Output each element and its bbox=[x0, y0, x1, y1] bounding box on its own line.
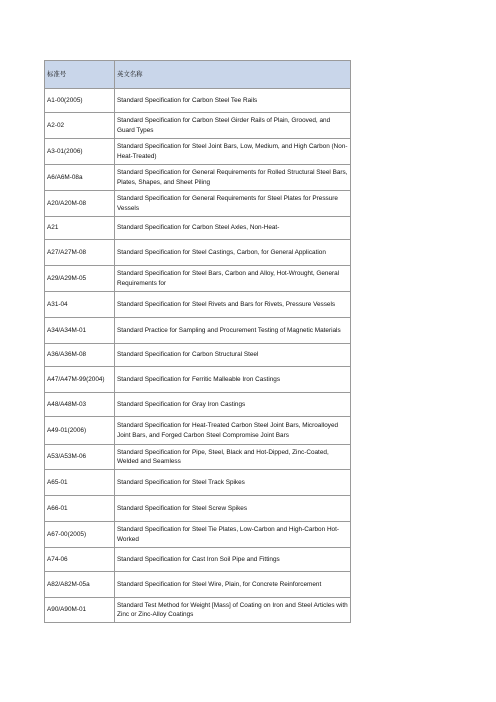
standard-number-cell: A3-01(2006) bbox=[45, 139, 115, 165]
standard-number-cell: A2-02 bbox=[45, 113, 115, 139]
table-row bbox=[45, 548, 351, 572]
english-name-cell: Standard Specification for Steel Joint Bars, Low, Medium, and High Carbon (Non-Heat-Treated) bbox=[115, 139, 351, 165]
english-name-cell: Standard Specification for Gray Iron Castings bbox=[115, 393, 351, 417]
table-row bbox=[45, 240, 351, 266]
table-row bbox=[45, 217, 351, 240]
english-name-cell: Standard Specification for Steel Screw Spikes bbox=[115, 496, 351, 522]
english-name-cell: Standard Specification for Carbon Steel Girder Rails of Plain, Grooved, and Guard Types bbox=[115, 113, 351, 139]
english-name-cell: Standard Specification for Carbon Steel Axles, Non-Heat- bbox=[115, 217, 351, 240]
table-row bbox=[45, 367, 351, 393]
standard-number-cell: A29/A29M-05 bbox=[45, 266, 115, 292]
standard-number-cell: A67-00(2005) bbox=[45, 522, 115, 548]
standards-table bbox=[44, 60, 351, 623]
english-name-cell: Standard Specification for General Requirements for Steel Plates for Pressure Vessels bbox=[115, 191, 351, 217]
table-row bbox=[45, 344, 351, 367]
english-name-cell: Standard Specification for Steel Wire, Plain, for Concrete Reinforcement bbox=[115, 572, 351, 598]
english-name-cell: Standard Specification for Heat-Treated Carbon Steel Joint Bars, Microalloyed Joint Bars, and Forged Carbon Steel Compromise Joint Bars bbox=[115, 417, 351, 445]
table-row bbox=[45, 318, 351, 344]
header-standard-number: 标准号 bbox=[45, 61, 115, 89]
english-name-cell: Standard Test Method for Weight [Mass] of Coating on Iron and Steel Articles with Zinc or Zinc-Alloy Coatings bbox=[115, 598, 351, 623]
standard-number-cell: A47/A47M-99(2004) bbox=[45, 367, 115, 393]
english-name-cell: Standard Specification for Cast Iron Soil Pipe and Fittings bbox=[115, 548, 351, 572]
table-row bbox=[45, 89, 351, 113]
english-name-cell: Standard Specification for Steel Bars, Carbon and Alloy, Hot-Wrought, General Requirements for bbox=[115, 266, 351, 292]
english-name-cell: Standard Specification for Pipe, Steel, Black and Hot-Dipped, Zinc-Coated, Welded and Seamless bbox=[115, 445, 351, 470]
table-row bbox=[45, 393, 351, 417]
table-row bbox=[45, 266, 351, 292]
table-row bbox=[45, 165, 351, 191]
header-row bbox=[45, 61, 351, 89]
table-body bbox=[45, 89, 351, 623]
table-row bbox=[45, 572, 351, 598]
standard-number-cell: A48/A48M-03 bbox=[45, 393, 115, 417]
english-name-cell: Standard Specification for Steel Rivets and Bars for Rivets, Pressure Vessels bbox=[115, 292, 351, 318]
header-english-name: 英文名称 bbox=[115, 61, 351, 89]
table-row bbox=[45, 470, 351, 496]
table-row bbox=[45, 496, 351, 522]
standard-number-cell: A82/A82M-05a bbox=[45, 572, 115, 598]
english-name-cell: Standard Specification for Steel Castings, Carbon, for General Application bbox=[115, 240, 351, 266]
standard-number-cell: A27/A27M-08 bbox=[45, 240, 115, 266]
standard-number-cell: A20/A20M-08 bbox=[45, 191, 115, 217]
standard-number-cell: A49-01(2006) bbox=[45, 417, 115, 445]
english-name-cell: Standard Specification for Carbon Steel Tee Rails bbox=[115, 89, 351, 113]
english-name-cell: Standard Specification for Carbon Structural Steel bbox=[115, 344, 351, 367]
standard-number-cell: A53/A53M-06 bbox=[45, 445, 115, 470]
standard-number-cell: A1-00(2005) bbox=[45, 89, 115, 113]
table-row bbox=[45, 598, 351, 623]
english-name-cell: Standard Specification for Steel Track Spikes bbox=[115, 470, 351, 496]
standard-number-cell: A36/A36M-08 bbox=[45, 344, 115, 367]
standard-number-cell: A65-01 bbox=[45, 470, 115, 496]
english-name-cell: Standard Specification for Ferritic Malleable Iron Castings bbox=[115, 367, 351, 393]
standard-number-cell: A66-01 bbox=[45, 496, 115, 522]
english-name-cell: Standard Specification for Steel Tie Plates, Low-Carbon and High-Carbon Hot-Worked bbox=[115, 522, 351, 548]
english-name-cell: Standard Practice for Sampling and Procurement Testing of Magnetic Materials bbox=[115, 318, 351, 344]
english-name-cell: Standard Specification for General Requirements for Rolled Structural Steel Bars, Plates, Shapes, and Sheet Piling bbox=[115, 165, 351, 191]
table-row bbox=[45, 445, 351, 470]
table-row bbox=[45, 139, 351, 165]
table-row bbox=[45, 292, 351, 318]
standard-number-cell: A74-06 bbox=[45, 548, 115, 572]
standard-number-cell: A34/A34M-01 bbox=[45, 318, 115, 344]
table-row bbox=[45, 417, 351, 445]
table-row bbox=[45, 191, 351, 217]
standard-number-cell: A90/A90M-01 bbox=[45, 598, 115, 623]
standard-number-cell: A6/A6M-08a bbox=[45, 165, 115, 191]
standard-number-cell: A31-04 bbox=[45, 292, 115, 318]
standard-number-cell: A21 bbox=[45, 217, 115, 240]
table-row bbox=[45, 113, 351, 139]
table-row bbox=[45, 522, 351, 548]
